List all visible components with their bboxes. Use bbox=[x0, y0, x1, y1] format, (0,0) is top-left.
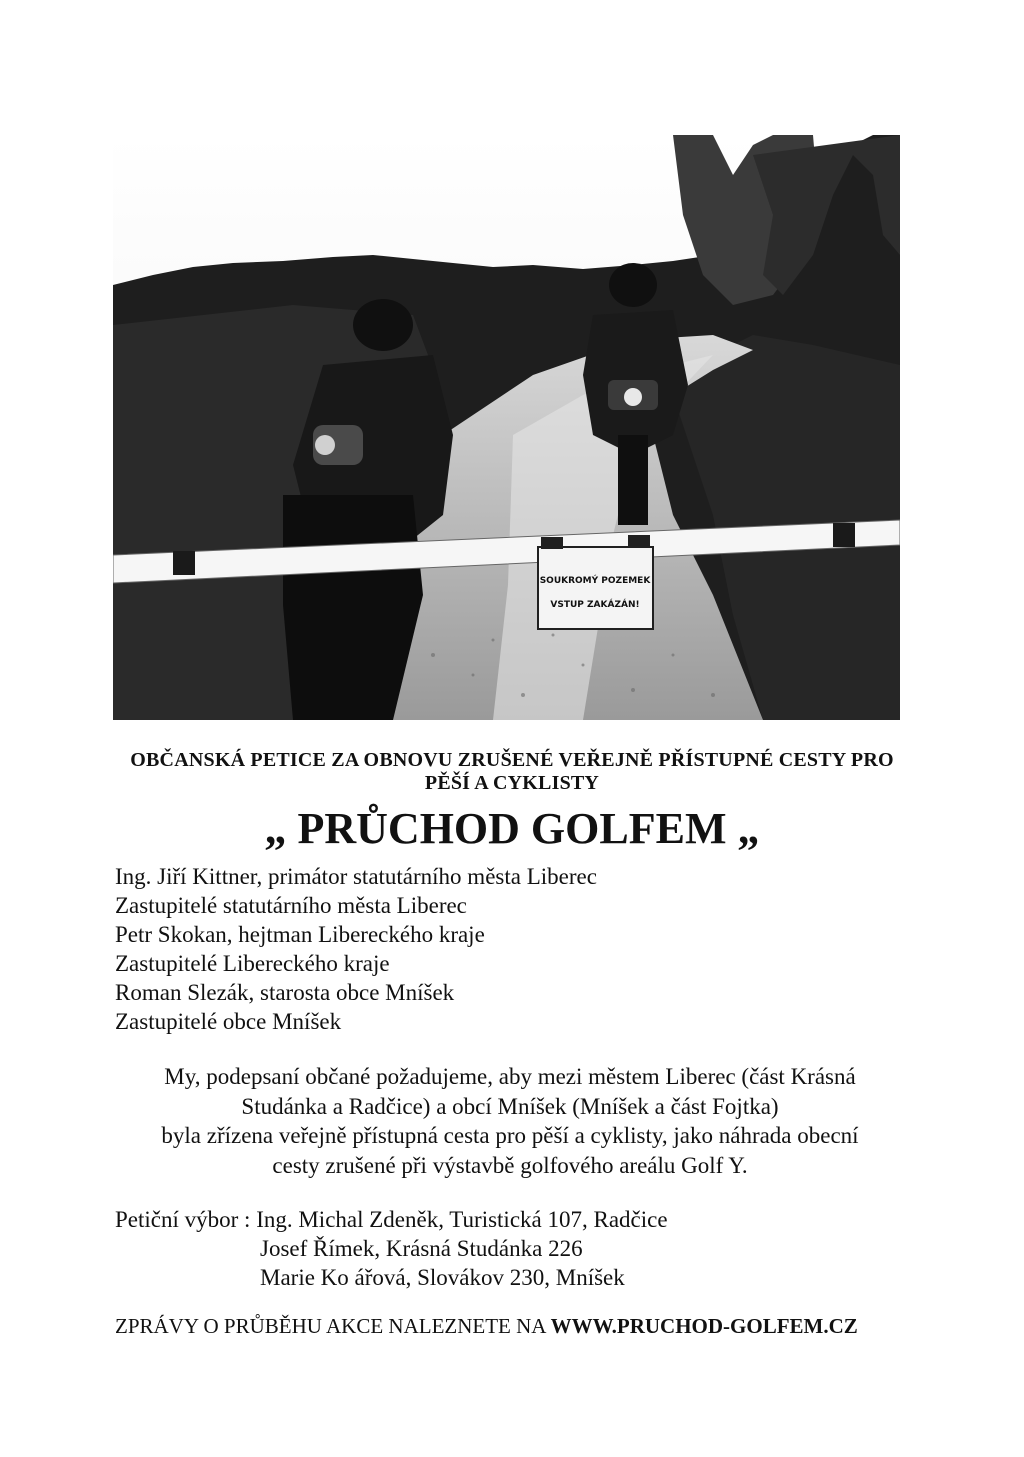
sign-text-line2: VSTUP ZAKÁZÁN! bbox=[550, 600, 640, 610]
addressee-item: Zastupitelé Libereckého kraje bbox=[115, 951, 390, 976]
petition-title: „ PRŮCHOD GOLFEM „ bbox=[264, 804, 760, 853]
addressee-item: Petr Skokan, hejtman Libereckého kraje bbox=[115, 922, 485, 947]
footer-note bbox=[115, 1313, 858, 1339]
addressee-item: Ing. Jiří Kittner, primátor statutárního města Liberec bbox=[115, 864, 597, 889]
addressee-item: Zastupitelé statutárního města Liberec bbox=[115, 893, 467, 918]
petition-text-line: cesty zrušené při výstavbě golfového areálu Golf Y. bbox=[272, 1152, 748, 1178]
committee-member: Ing. Michal Zdeněk, Turistická 107, Radčice bbox=[256, 1207, 668, 1232]
petition-text-line: My, podepsaní občané požadujeme, aby mezi městem Liberec (část Krásná bbox=[164, 1064, 856, 1089]
committee-label: Petiční výbor : bbox=[115, 1207, 251, 1232]
website-link[interactable]: WWW.PRUCHOD-GOLFEM.CZ bbox=[550, 1314, 858, 1338]
petition-text-line: byla zřízena veřejně přístupná cesta pro pěší a cyklisty, jako náhrada obecní bbox=[161, 1123, 859, 1148]
motorcyclists-at-barrier-image bbox=[113, 135, 900, 720]
addressee-item: Roman Slezák, starosta obce Mníšek bbox=[115, 980, 455, 1005]
addressee-list bbox=[115, 862, 597, 1036]
committee-member: Marie Ko ářová, Slovákov 230, Mníšek bbox=[260, 1265, 625, 1290]
committee-member: Josef Římek, Krásná Studánka 226 bbox=[260, 1236, 583, 1261]
cover-photo bbox=[113, 135, 900, 720]
footer-text: ZPRÁVY O PRŮBĚHU AKCE NALEZNETE NA bbox=[115, 1314, 551, 1338]
petition-heading-line2: PĚŠÍ A CYKLISTY bbox=[424, 772, 600, 794]
sign-text-line1: SOUKROMÝ POZEMEK bbox=[539, 576, 651, 586]
petition-committee bbox=[115, 1205, 668, 1292]
committee-row bbox=[115, 1205, 668, 1234]
addressee-item: Zastupitelé obce Mníšek bbox=[115, 1009, 342, 1034]
petition-heading-line1: OBČANSKÁ PETICE ZA OBNOVU ZRUŠENÉ VEŘEJNĚ PŘÍSTUPNÉ CESTY PRO bbox=[130, 749, 894, 771]
petition-text bbox=[110, 1062, 910, 1180]
petition-text-line: Studánka a Radčice) a obcí Mníšek (Mníšek a část Fojtka) bbox=[241, 1093, 779, 1119]
